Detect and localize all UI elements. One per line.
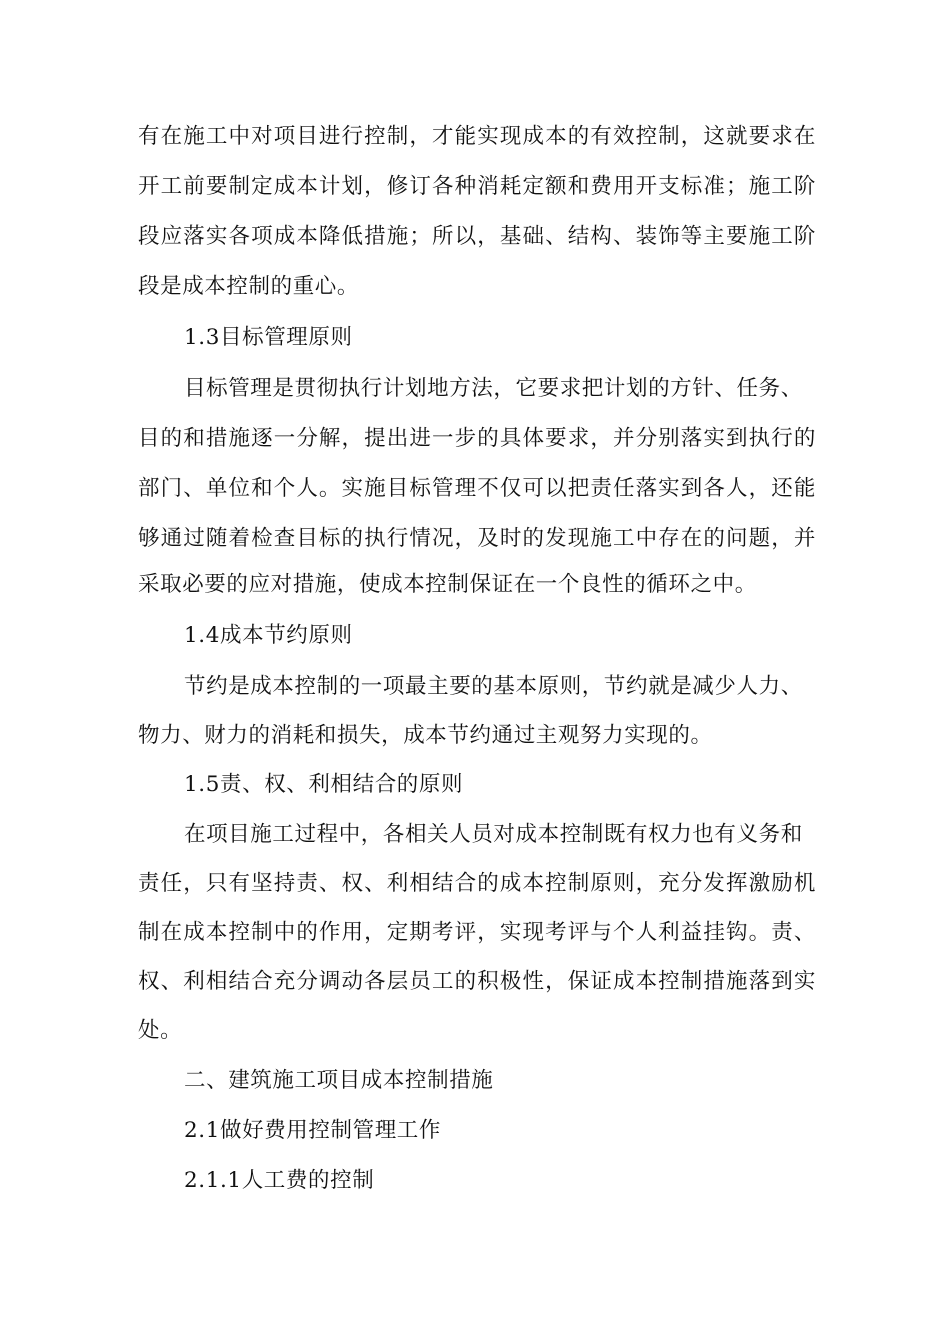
section-heading-2-1-1: 2.1.1人工费的控制 — [184, 1168, 375, 1193]
paragraph-line: 目的和措施逐一分解，提出进一步的具体要求，并分别落实到执行的 — [138, 426, 816, 451]
paragraph-line: 够通过随着检查目标的执行情况，及时的发现施工中存在的问题，并 — [138, 526, 816, 551]
paragraph-line: 部门、单位和个人。实施目标管理不仅可以把责任落实到各人，还能 — [138, 476, 816, 501]
section-heading-2-1: 2.1做好费用控制管理工作 — [184, 1118, 441, 1143]
paragraph-line: 处。 — [138, 1018, 183, 1043]
paragraph-line: 开工前要制定成本计划，修订各种消耗定额和费用开支标准；施工阶 — [138, 174, 816, 199]
section-heading-1-5: 1.5责、权、利相结合的原则 — [184, 772, 464, 797]
section-heading-1-3: 1.3目标管理原则 — [184, 325, 353, 350]
paragraph-line: 段应落实各项成本降低措施；所以，基础、结构、装饰等主要施工阶 — [138, 224, 816, 249]
paragraph-line: 责任，只有坚持责、权、利相结合的成本控制原则，充分发挥激励机 — [138, 871, 816, 896]
paragraph-line: 段是成本控制的重心。 — [138, 274, 360, 299]
section-heading-2: 二、建筑施工项目成本控制措施 — [184, 1068, 494, 1093]
section-heading-1-4: 1.4成本节约原则 — [184, 623, 353, 648]
paragraph-line: 有在施工中对项目进行控制，才能实现成本的有效控制，这就要求在 — [138, 124, 816, 149]
paragraph-line: 采取必要的应对措施，使成本控制保证在一个良性的循环之中。 — [138, 572, 757, 597]
paragraph-line: 在项目施工过程中，各相关人员对成本控制既有权力也有义务和 — [184, 822, 803, 847]
paragraph-line: 物力、财力的消耗和损失，成本节约通过主观努力实现的。 — [138, 723, 713, 748]
paragraph-line: 节约是成本控制的一项最主要的基本原则，节约就是减少人力、 — [184, 674, 803, 699]
paragraph-line: 权、利相结合充分调动各层员工的积极性，保证成本控制措施落到实 — [138, 969, 816, 994]
paragraph-line: 目标管理是贯彻执行计划地方法，它要求把计划的方针、任务、 — [184, 376, 803, 401]
paragraph-line: 制在成本控制中的作用，定期考评，实现考评与个人利益挂钩。责、 — [138, 920, 816, 945]
